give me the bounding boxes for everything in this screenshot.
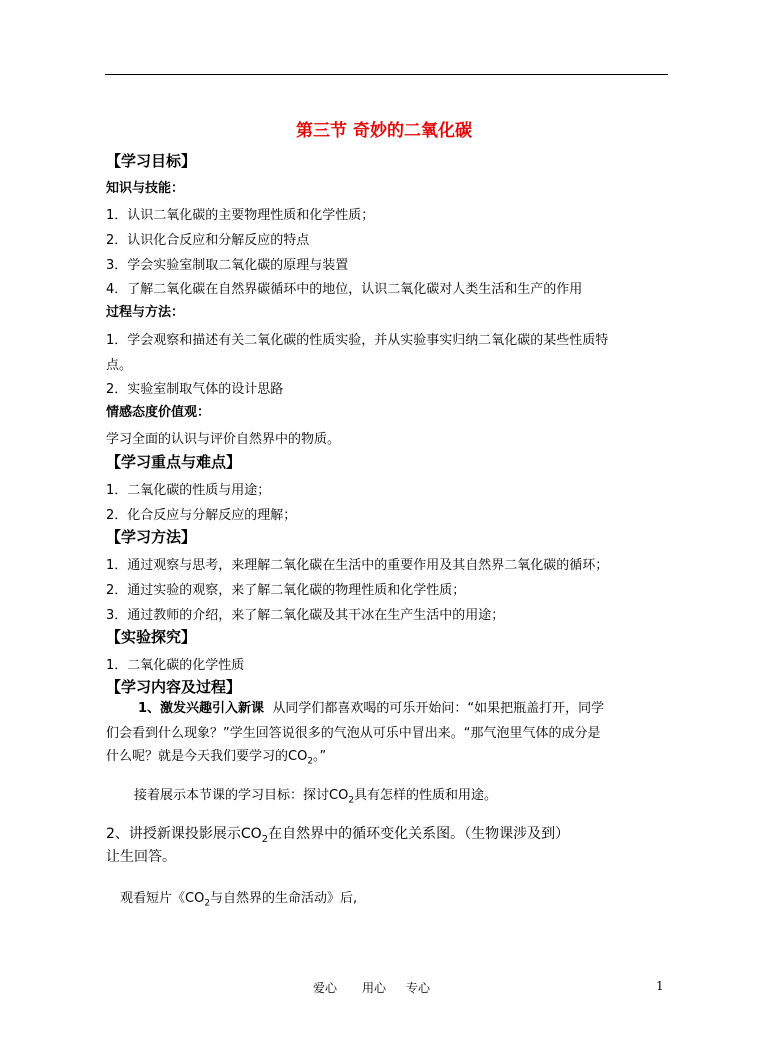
list-item: 2．认识化合反应和分解反应的特点: [106, 233, 310, 248]
subscript: 2: [204, 898, 211, 909]
label-knowledge: 知识与技能：: [106, 181, 185, 196]
list-item: 3．通过教师的介绍，来了解二氧化碳及其干冰在生产生活中的用途；: [106, 608, 505, 623]
paragraph-intro-line3: [106, 745, 326, 767]
lecture-text: 在自然界中的循环变化关系图。（生物课涉及到）: [268, 826, 570, 842]
heading-learning-methods: 【学习方法】: [106, 528, 197, 546]
list-item: 1．二氧化碳的性质与用途；: [106, 483, 271, 498]
label-process: 过程与方法：: [106, 305, 185, 320]
list-item: 4．了解二氧化碳在自然界碳循环中的地位，认识二氧化碳对人类生活和生产的作用: [106, 282, 583, 297]
video-text: 与自然界的生命活动》后,: [210, 891, 358, 906]
footer-item: 爱心: [313, 981, 338, 995]
list-item: 2．通过实验的观察，来了解二氧化碳的物理性质和化学性质；: [106, 583, 466, 598]
paragraph-lecture-line2: 让生回答。: [106, 849, 176, 865]
header-rule: [105, 74, 668, 75]
paragraph-intro-line1: [138, 697, 604, 716]
heading-learning-goals: 【学习目标】: [106, 152, 197, 170]
list-item: 1．学会观察和描述有关二氧化碳的性质实验，并从实验事实归纳二氧化碳的某些性质特: [106, 333, 609, 348]
paragraph-intro-line2: 们会看到什么现象？”学生回答说很多的气泡从可乐中冒出来。“那气泡里气体的成分是: [106, 726, 601, 741]
goals-text: 具有怎样的性质和用途。: [354, 788, 498, 803]
footer-item: 专心: [406, 981, 431, 995]
intro-number: 1、: [138, 701, 161, 716]
paragraph-goals: [134, 784, 497, 806]
page-title: 第三节 奇妙的二氧化碳: [296, 121, 472, 141]
heading-experiment: 【实验探究】: [106, 628, 197, 646]
list-item: 点。: [106, 358, 133, 373]
list-item: 2．化合反应与分解反应的理解；: [106, 508, 297, 523]
subscript: 2: [261, 833, 269, 845]
lecture-text: 2、讲授新课投影展示CO: [106, 826, 262, 842]
list-item: 1．通过观察与思考，来理解二氧化碳在生活中的重要作用及其自然界二氧化碳的循环；: [106, 558, 609, 573]
intro-text: 从同学们都喜欢喝的可乐开始问：“如果把瓶盖打开，同学: [272, 701, 605, 716]
list-item: 2．实验室制取气体的设计思路: [106, 382, 284, 397]
subscript: 2: [307, 756, 314, 767]
list-item: 3．学会实验室制取二氧化碳的原理与装置: [106, 258, 349, 273]
heading-content-process: 【学习内容及过程】: [106, 678, 242, 696]
subscript: 2: [348, 795, 355, 806]
label-emotion: 情感态度价值观：: [106, 405, 211, 420]
emotion-text: 学习全面的认识与评价自然界中的物质。: [106, 432, 341, 447]
list-item: 1．认识二氧化碳的主要物理性质和化学性质；: [106, 208, 375, 223]
footer-item: 用心: [362, 981, 387, 995]
intro-text: 。”: [313, 749, 327, 764]
intro-text: 什么呢？就是今天我们要学习的CO: [106, 749, 308, 764]
heading-key-points: 【学习重点与难点】: [106, 453, 242, 471]
paragraph-lecture-line1: [106, 823, 569, 845]
video-text: 观看短片《CO: [120, 891, 205, 906]
goals-text: 接着展示本节课的学习目标：探讨CO: [134, 788, 349, 803]
paragraph-video: [120, 887, 357, 909]
intro-bold-text: 激发兴趣引入新课: [160, 701, 265, 716]
list-item: 1．二氧化碳的化学性质: [106, 658, 245, 673]
page-number: 1: [656, 979, 664, 993]
